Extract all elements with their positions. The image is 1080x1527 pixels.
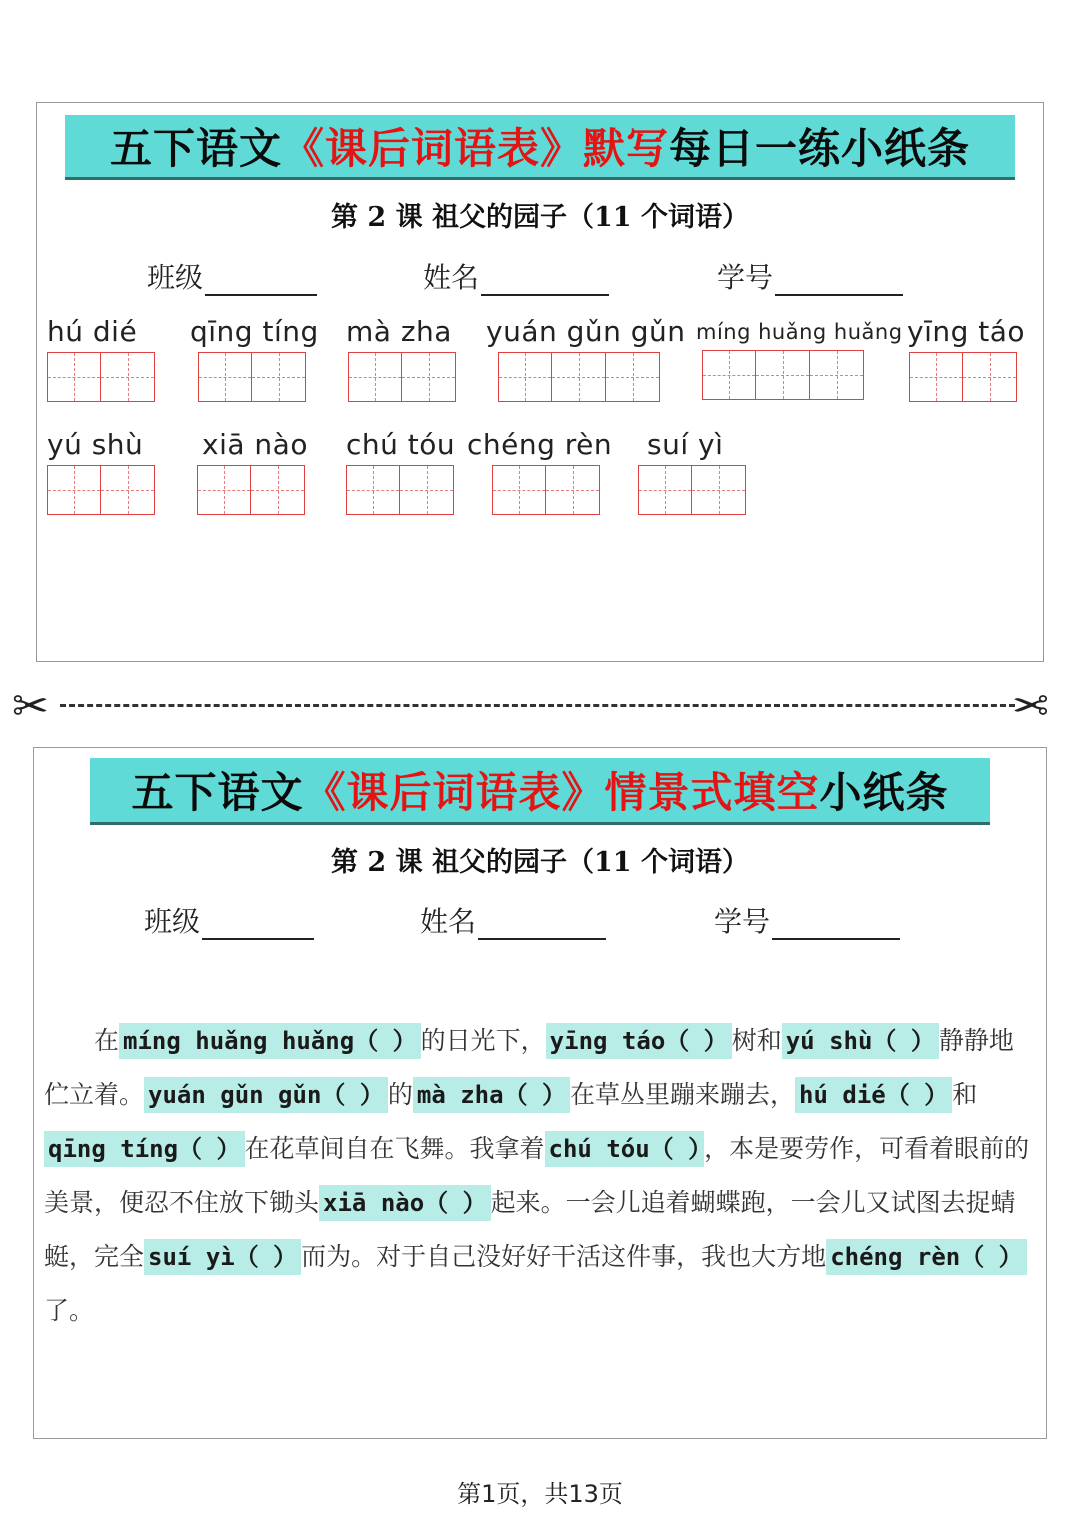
cut-line-divider [60,704,1015,707]
fill-blank[interactable]: chéng rèn（ ） [826,1239,1027,1275]
page-footer: 第1页，共13页 [457,1480,623,1508]
word-entry [202,428,308,515]
name-blank[interactable] [478,908,606,940]
fill-blank[interactable]: hú dié（ ） [795,1077,952,1113]
paragraph-text: 静静地伫立着。 [44,1026,1014,1109]
word-entry [47,315,155,402]
word-entry [486,315,686,402]
word-entry [346,315,456,402]
class-field[interactable] [144,900,314,940]
writing-grid[interactable] [47,352,155,402]
word-pinyin: qīng tíng [190,315,319,348]
word-pinyin: yú shù [47,428,144,461]
class-blank[interactable] [202,908,314,940]
word-pinyin: chú tóu [346,428,456,461]
writing-grid[interactable] [198,352,319,402]
writing-grid[interactable] [346,465,455,515]
name-field[interactable] [420,900,606,940]
writing-grid[interactable] [47,465,155,515]
writing-grid[interactable] [909,352,1025,402]
writing-grid[interactable] [638,465,746,515]
word-pinyin: hú dié [47,315,138,348]
word-entry [47,428,155,515]
fill-blank[interactable]: yīng táo（ ） [546,1023,732,1059]
scissors-icon: ✂ [1012,681,1049,732]
fill-blank[interactable]: qīng tíng（ ） [44,1131,245,1167]
fill-in-card [33,747,1047,1439]
writing-grid[interactable] [498,352,686,402]
name-blank[interactable] [481,264,609,296]
word-pinyin: xiā nào [202,428,308,461]
paragraph-text: 在 [44,1026,120,1055]
word-pinyin: chéng rèn [467,428,613,461]
word-pinyin: mà zha [346,315,452,348]
title-part: 《课后词语表》默写 [281,124,669,173]
number-blank[interactable] [772,908,900,940]
student-info-row [37,256,1043,296]
dictation-card [36,102,1044,662]
name-label: 姓名 [423,261,480,294]
class-label: 班级 [147,261,204,294]
paragraph-text: 在草丛里蹦来蹦去， [570,1080,796,1109]
word-entry [467,428,612,515]
class-field[interactable] [147,256,317,296]
number-label: 学号 [717,261,774,294]
fill-blank[interactable]: suí yì（ ） [144,1239,301,1275]
paragraph-text: ，本是要劳作，可看着眼前的美景，便忍不住放下锄头 [44,1134,1030,1217]
writing-grid[interactable] [702,350,903,400]
writing-grid[interactable] [348,352,456,402]
fill-blank[interactable]: yú shù（ ） [782,1023,939,1059]
paragraph-text: 的 [387,1080,413,1109]
word-pinyin: míng huǎng huǎng [696,320,903,344]
paragraph-text: 的日光下， [420,1026,546,1055]
paragraph-text: 起来。一会儿追着蝴蝶跑，一会儿又试图去捉蜻蜓，完全 [44,1188,1016,1271]
fill-blank[interactable]: xiā nào（ ） [319,1185,491,1221]
word-entry [346,428,455,515]
paragraph-text: 和 [952,1080,978,1109]
class-blank[interactable] [205,264,317,296]
paragraph-text: 而为。对于自己没好好干活这件事，我也大方地 [301,1242,827,1271]
word-pinyin: yuán gǔn gǔn [486,315,686,348]
fill-blank[interactable]: yuán gǔn gǔn（ ） [144,1077,388,1113]
paragraph-text: 了。 [44,1296,95,1325]
class-label: 班级 [144,905,201,938]
name-label: 姓名 [420,905,477,938]
fill-blank[interactable]: chú tóu（ ） [545,1131,705,1167]
title-part: 五下语文 [131,768,304,817]
paragraph-text: 在花草间自在飞舞。我拿着 [244,1134,545,1163]
number-field[interactable] [714,900,900,940]
word-entry [696,315,903,400]
number-field[interactable] [717,256,903,296]
card-title-banner [90,758,990,825]
title-part: 《课后词语表》情景式填空 [303,768,820,817]
word-pinyin: yīng táo [907,315,1026,348]
scissors-icon: ✂ [12,681,49,732]
number-label: 学号 [714,905,771,938]
name-field[interactable] [423,256,609,296]
word-entry [647,428,746,515]
writing-grid[interactable] [492,465,612,515]
fill-blank[interactable]: míng huǎng huǎng（ ） [119,1023,421,1059]
word-pinyin: suí yì [647,428,724,461]
title-part: 每日一练小纸条 [669,124,971,173]
lesson-title: 第 2 课 祖父的园子（11 个词语） [331,202,749,233]
card-title-banner [65,115,1015,180]
student-info-row [34,900,1046,940]
title-part: 小纸条 [819,768,949,817]
fill-in-paragraph [44,1014,1034,1338]
lesson-title: 第 2 课 祖父的园子（11 个词语） [331,847,749,878]
title-part: 五下语文 [109,124,282,173]
paragraph-text: 树和 [731,1026,782,1055]
fill-blank[interactable]: mà zha（ ） [413,1077,570,1113]
number-blank[interactable] [775,264,903,296]
word-entry [190,315,319,402]
writing-grid[interactable] [197,465,308,515]
word-entry [907,315,1025,402]
